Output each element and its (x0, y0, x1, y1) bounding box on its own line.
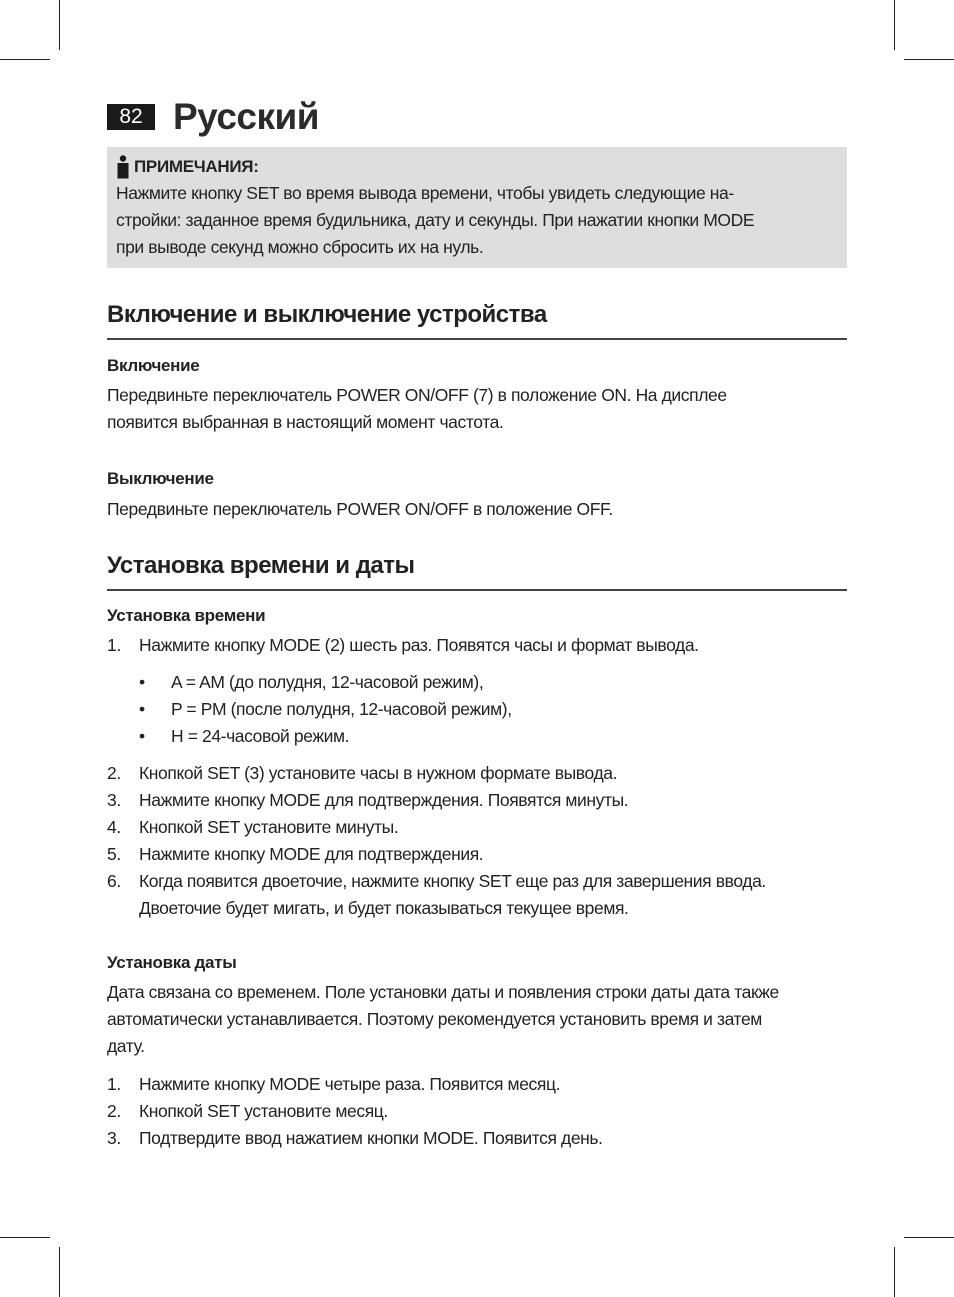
list-item (107, 787, 847, 814)
list-item (107, 841, 847, 868)
paragraph-line: автоматически устанавливается. Поэтому рекомендуется установить время и затем (107, 1009, 762, 1029)
step-number: 2. (107, 1101, 121, 1121)
step-number: 6. (107, 871, 121, 891)
list-item (107, 696, 847, 723)
subheading-power-off: Выключение (107, 469, 214, 488)
section-title-time-date: Установка времени и даты (107, 547, 847, 591)
list-item (107, 760, 847, 787)
paragraph-line: Дата связана со временем. Поле установки даты и появления строки даты дата также (107, 982, 779, 1002)
step-number: 3. (107, 1128, 121, 1148)
bullet-text: A = AM (до полудня, 12-часовой режим), (171, 672, 484, 692)
list-item (107, 632, 847, 659)
paragraph-line: Передвиньте переключатель POWER ON/OFF (7) в положение ON. На дисплее (107, 385, 727, 405)
step-number: 4. (107, 817, 121, 837)
main-content (107, 296, 847, 1152)
subheading-set-date: Установка даты (107, 953, 237, 972)
paragraph-line: Передвиньте переключатель POWER ON/OFF в положение OFF. (107, 499, 613, 519)
format-bullets (107, 669, 847, 750)
language-title: Русский (173, 96, 319, 137)
step-text: Кнопкой SET установите месяц. (139, 1101, 388, 1121)
note-line: стройки: заданное время будильника, дату и секунды. При нажатии кнопки MODE (116, 210, 755, 230)
note-line: Нажмите кнопку SET во время вывода времени, чтобы увидеть следующие на- (116, 183, 734, 203)
step-text: Нажмите кнопку MODE (2) шесть раз. Появятся часы и формат вывода. (139, 635, 699, 655)
note-title: ПРИМЕЧАНИЯ: (134, 157, 259, 176)
crop-mark (59, 0, 60, 50)
step-text: Нажмите кнопку MODE для подтверждения. (139, 844, 484, 864)
step-number: 5. (107, 844, 121, 864)
crop-mark (59, 1247, 60, 1297)
list-item (107, 669, 847, 696)
step-text: Нажмите кнопку MODE для подтверждения. Появятся минуты. (139, 790, 629, 810)
subheading-power-on: Включение (107, 356, 200, 375)
crop-mark (894, 0, 895, 50)
step-number: 3. (107, 790, 121, 810)
bullet-text: H = 24-часовой режим. (171, 726, 350, 746)
step-number: 2. (107, 763, 121, 783)
list-item (107, 723, 847, 750)
crop-mark (894, 1247, 895, 1297)
page-number: 82 (107, 104, 155, 130)
step-text: Кнопкой SET (3) установите часы в нужном формате вывода. (139, 763, 618, 783)
crop-mark (904, 1237, 954, 1238)
step-number: 1. (107, 1074, 121, 1094)
time-steps-list (107, 632, 847, 659)
paragraph-line: дату. (107, 1036, 145, 1056)
step-text-line: Двоеточие будет мигать, и будет показываться текущее время. (139, 898, 629, 918)
step-text-line: Когда появится двоеточие, нажмите кнопку SET еще раз для завершения ввода. (139, 871, 766, 891)
info-icon (116, 155, 130, 179)
note-line: при выводе секунд можно сбросить их на нуль. (116, 237, 484, 257)
step-number: 1. (107, 635, 121, 655)
bullet: • (139, 726, 145, 746)
section-title-power: Включение и выключение устройства (107, 296, 847, 340)
bullet: • (139, 672, 145, 692)
note-box (107, 147, 847, 268)
note-text (116, 180, 837, 261)
step-text: Нажмите кнопку MODE четыре раза. Появится месяц. (139, 1074, 561, 1094)
list-item (107, 1098, 847, 1125)
list-item (107, 814, 847, 841)
bullet: • (139, 699, 145, 719)
note-heading (116, 154, 837, 180)
subheading-set-time: Установка времени (107, 606, 266, 625)
crop-mark (904, 59, 954, 60)
step-text (139, 868, 766, 922)
crop-mark (0, 59, 50, 60)
date-steps-list (107, 1071, 847, 1152)
paragraph-line: появится выбранная в настоящий момент частота. (107, 412, 504, 432)
time-steps-list (107, 760, 847, 922)
list-item (107, 868, 847, 922)
bullet-text: P = PM (после полудня, 12-часовой режим), (171, 699, 512, 719)
list-item (107, 1071, 847, 1098)
step-text: Подтвердите ввод нажатием кнопки MODE. Появится день. (139, 1128, 603, 1148)
list-item (107, 1125, 847, 1152)
crop-mark (0, 1237, 50, 1238)
step-text: Кнопкой SET установите минуты. (139, 817, 399, 837)
